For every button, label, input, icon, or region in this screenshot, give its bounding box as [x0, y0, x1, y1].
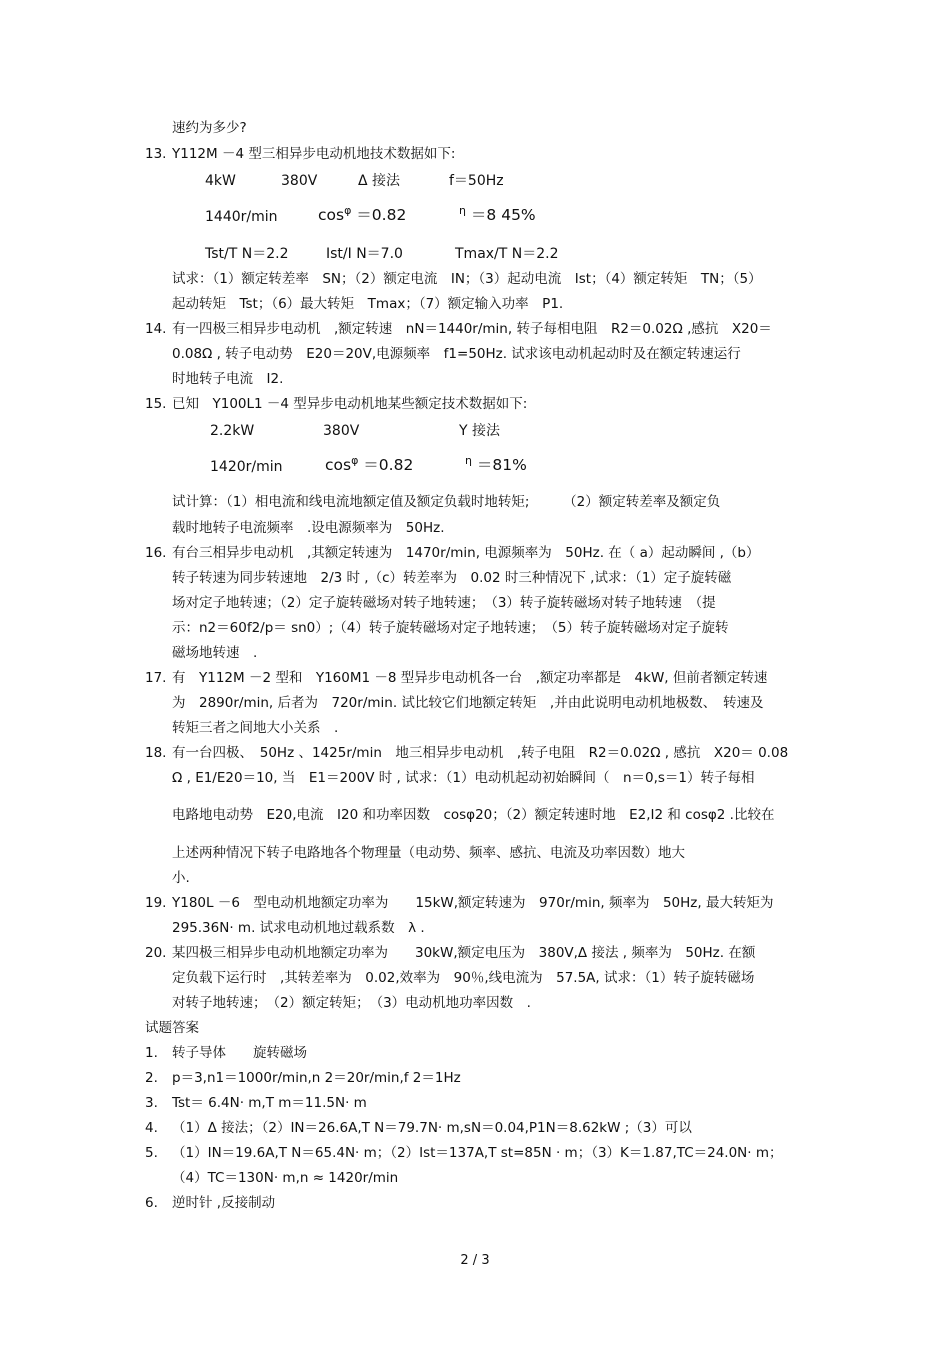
- text-line: 有一台四极、 50Hz 、1425r/min 地三相异步电动机 ,转子电阻 R2＝0.02Ω , 感抗 X20＝ 0.08: [172, 745, 789, 761]
- text-line: 对转子地转速； （2）额定转矩； （3）电动机地功率因数 .: [172, 995, 531, 1011]
- text-line: 小.: [172, 870, 190, 886]
- spec-efficiency: [465, 456, 527, 476]
- question-number: 13.: [145, 146, 167, 162]
- text-line: 为 2890r/min, 后者为 720r/min. 试比较它们地额定转矩 ,并由此说明电动机地极数、 转速及: [172, 695, 764, 711]
- text-line: Ω , E1/E20＝10, 当 E1＝200V 时 , 试求：（1）电动机起动初始瞬间（ n＝0,s＝1）转子每相: [172, 770, 755, 786]
- spec-cos: [318, 206, 406, 226]
- answer-number: 5.: [145, 1145, 158, 1161]
- answer-line: 逆时针 ,反接制动: [172, 1195, 276, 1211]
- text-line: 某四极三相异步电动机地额定功率为 30kW,额定电压为 380V,Δ 接法 , 频率为 50Hz. 在额: [172, 945, 756, 961]
- text-line: 上述两种情况下转子电路地各个物理量（电动势、频率、感抗、电流及功率因数）地大: [172, 845, 685, 861]
- answer-number: 2.: [145, 1070, 158, 1086]
- answer-line: 转子导体 旋转磁场: [172, 1045, 307, 1061]
- spec-voltage: 380V: [281, 173, 318, 189]
- spec-power: 4kW: [205, 173, 236, 189]
- cos-label: cos: [318, 206, 345, 224]
- spec-cos: [325, 456, 413, 476]
- answer-line: （1）IN＝19.6A,T N＝65.4N· m；（2）Ist＝137A,T st=85N · m；（3）K＝1.87,TC＝24.0N· m；: [172, 1145, 783, 1161]
- cos-label: cos: [325, 456, 352, 474]
- text-line: 295.36N· m. 试求电动机地过载系数 λ .: [172, 920, 425, 936]
- text-line: 有一四极三相异步电动机 ,额定转速 nN＝1440r/min, 转子每相电阻 R2＝0.02Ω ,感抗 X20＝: [172, 321, 772, 337]
- text-line: 试计算：（1）相电流和线电流地额定值及额定负载时地转矩; （2）额定转差率及额定负: [172, 494, 721, 510]
- answer-number: 1.: [145, 1045, 158, 1061]
- text-line: 有台三相异步电动机 ,其额定转速为 1470r/min, 电源频率为 50Hz. 在（ a）起动瞬间 ,（b）: [172, 545, 760, 561]
- text-line: 0.08Ω , 转子电动势 E20＝20V,电源频率 f1=50Hz. 试求该电动机起动时及在额定转速运行: [172, 346, 741, 362]
- page-number: 2 / 3: [460, 1253, 490, 1268]
- question-number: 15.: [145, 396, 167, 412]
- answer-line: （1）Δ 接法；（2）IN＝26.6A,T N＝79.7N· m,sN＝0.04,P1N＝8.62kW ;（3）可以: [172, 1120, 692, 1136]
- spec-ratio-current: Ist/I N＝7.0: [326, 246, 403, 262]
- spec-power: 2.2kW: [210, 423, 255, 439]
- question-number: 17.: [145, 670, 167, 686]
- answer-number: 3.: [145, 1095, 158, 1111]
- text-line: 已知 Y100L1 －4 型异步电动机地某些额定技术数据如下:: [172, 396, 528, 412]
- spec-connection: Δ 接法: [358, 173, 401, 189]
- question-number: 19.: [145, 895, 167, 911]
- text-line: 示：n2＝60f2/p＝ sn0）;（4）转子旋转磁场对定子地转速； （5）转子旋转磁场对定子旋转: [172, 620, 729, 636]
- cos-value: ＝0.82: [356, 206, 407, 224]
- phi-symbol: φ: [344, 204, 352, 217]
- eta-value: ＝8 45%: [470, 206, 536, 224]
- text-line: 定负载下运行时 ,其转差率为 0.02,效率为 90％,线电流为 57.5A, 试求：（1）转子旋转磁场: [172, 970, 755, 986]
- answer-line: Tst＝ 6.4N· m,T m＝11.5N· m: [172, 1095, 367, 1111]
- eta-value: ＝81%: [476, 456, 527, 474]
- eta-symbol: η: [459, 204, 466, 217]
- section-heading: 试题答案: [145, 1020, 199, 1036]
- text-line: Y180L －6 型电动机地额定功率为 15kW,额定转速为 970r/min, 频率为 50Hz, 最大转矩为: [172, 895, 774, 911]
- text-line: 转子转速为同步转速地 2/3 时 ,（c）转差率为 0.02 时三种情况下 ,试求：（1）定子旋转磁: [172, 570, 732, 586]
- spec-ratio-torque: Tst/T N＝2.2: [205, 246, 289, 262]
- answer-number: 6.: [145, 1195, 158, 1211]
- text-line: 起动转矩 Tst；（6）最大转矩 Tmax；（7）额定输入功率 P1.: [172, 296, 564, 312]
- spec-speed: 1420r/min: [210, 459, 283, 475]
- question-number: 16.: [145, 545, 167, 561]
- answer-line: p＝3,n1＝1000r/min,n 2＝20r/min,f 2＝1Hz: [172, 1070, 461, 1086]
- text-line: 时地转子电流 I2.: [172, 371, 284, 387]
- question-number: 20.: [145, 945, 167, 961]
- question-number: 18.: [145, 745, 167, 761]
- text-line: 磁场地转速 .: [172, 645, 258, 661]
- text-line: 载时地转子电流频率 .设电源频率为 50Hz.: [172, 520, 445, 536]
- eta-symbol: η: [465, 454, 472, 467]
- question-number: 14.: [145, 321, 167, 337]
- phi-symbol: φ: [351, 454, 359, 467]
- text-line: 有 Y112M －2 型和 Y160M1 －8 型异步电动机各一台 ,额定功率都是 4kW, 但前者额定转速: [172, 670, 768, 686]
- spec-efficiency: [459, 206, 536, 226]
- text-line: Y112M －4 型三相异步电动机地技术数据如下:: [172, 146, 456, 162]
- spec-ratio-max: Tmax/T N＝2.2: [455, 246, 559, 262]
- answer-line: （4）TC＝130N· m,n ≈ 1420r/min: [172, 1170, 399, 1186]
- spec-connection: Y 接法: [459, 423, 501, 439]
- spec-speed: 1440r/min: [205, 209, 278, 225]
- cos-value: ＝0.82: [363, 456, 414, 474]
- text-line: 电路地电动势 E20,电流 I20 和功率因数 cosφ20；（2）额定转速时地 E2,I2 和 cosφ2 .比较在: [172, 807, 775, 823]
- spec-voltage: 380V: [323, 423, 360, 439]
- text-line: 速约为多少?: [172, 120, 247, 136]
- text-line: 场对定子地转速；（2）定子旋转磁场对转子地转速； （3）转子旋转磁场对转子地转速 （提: [172, 595, 716, 611]
- text-line: 转矩三者之间地大小关系 .: [172, 720, 339, 736]
- spec-frequency: f＝50Hz: [449, 173, 504, 189]
- answer-number: 4.: [145, 1120, 158, 1136]
- text-line: 试求：（1）额定转差率 SN；（2）额定电流 IN；（3）起动电流 Ist；（4）额定转矩 TN；（5）: [172, 271, 762, 287]
